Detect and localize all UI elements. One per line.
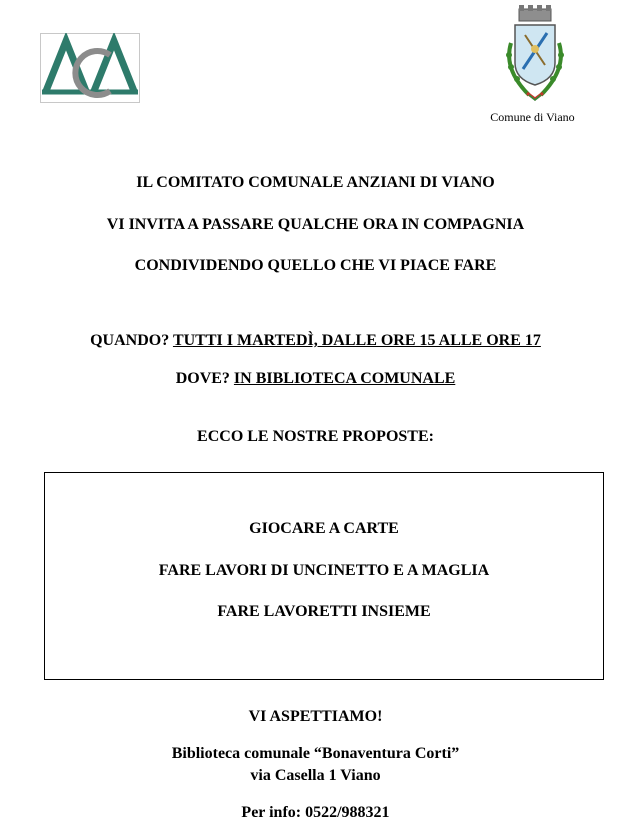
closing-text: VI ASPETTIAMO!: [248, 708, 383, 725]
when-line: [0, 332, 631, 350]
aca-logo: [40, 33, 140, 103]
info-phone: Per info: 0522/988321: [241, 804, 390, 821]
proposal-item: FARE LAVORETTI INSIEME: [217, 603, 431, 620]
where-value: IN BIBLIOTECA COMUNALE: [233, 370, 456, 387]
proposals-box: [44, 472, 604, 680]
intro-line-3: CONDIVIDENDO QUELLO CHE VI PIACE FARE: [134, 257, 497, 274]
proposal-item: FARE LAVORI DI UNCINETTO E A MAGLIA: [158, 562, 490, 579]
when-label: QUANDO?: [90, 332, 170, 349]
library-name: Biblioteca comunale “Bonaventura Corti”: [171, 745, 460, 762]
where-line: [0, 370, 631, 388]
comune-di-viano-crest: [499, 3, 571, 103]
intro-line-2: VI INVITA A PASSARE QUALCHE ORA IN COMPAGNIA: [106, 216, 525, 233]
where-label: DOVE?: [175, 370, 230, 387]
proposal-item: GIOCARE A CARTE: [249, 520, 399, 537]
when-value: TUTTI I MARTEDÌ, DALLE ORE 15 ALLE ORE 17: [172, 332, 541, 349]
library-address: via Casella 1 Viano: [250, 767, 381, 784]
proposals-heading: ECCO LE NOSTRE PROPOSTE:: [197, 428, 434, 445]
comune-caption: Comune di Viano: [490, 110, 575, 124]
intro-line-1: IL COMITATO COMUNALE ANZIANI DI VIANO: [136, 174, 495, 191]
